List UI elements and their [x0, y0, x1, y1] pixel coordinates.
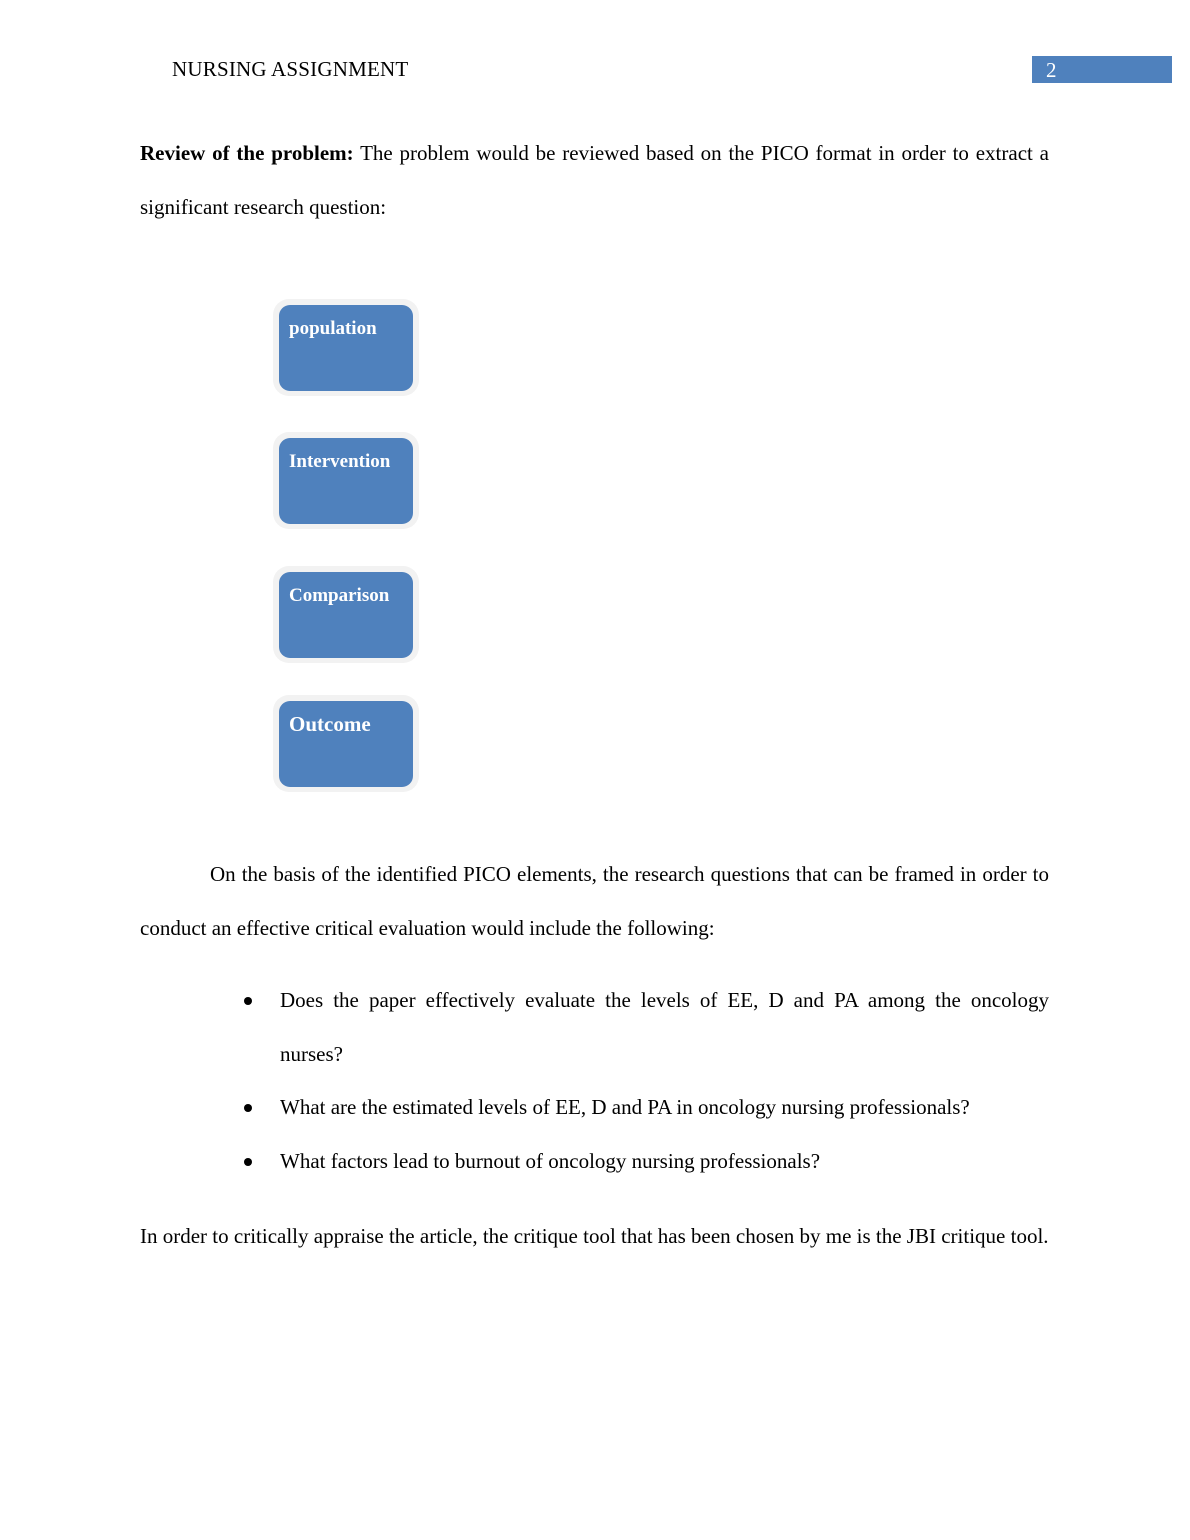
pico-comparison-label: Comparison — [279, 572, 413, 658]
list-item — [280, 974, 1049, 1081]
list-item — [280, 1081, 1049, 1135]
pico-population-box — [273, 299, 419, 396]
page-number: 2 — [1046, 58, 1057, 82]
pico-outcome-box — [273, 695, 419, 792]
bullet-icon — [244, 1104, 252, 1112]
header-title: NURSING ASSIGNMENT — [172, 57, 409, 81]
bullet-icon — [244, 997, 252, 1005]
pico-comparison-box — [273, 566, 419, 663]
bullet-icon — [244, 1158, 252, 1166]
closing-paragraph: In order to critically appraise the article, the critique tool that has been chosen by me is the JBI critique tool. — [140, 1224, 1049, 1248]
question-text: What are the estimated levels of EE, D and PA in oncology nursing professionals? — [280, 1095, 970, 1119]
research-questions-list — [280, 974, 1049, 1188]
pico-intervention-label: Intervention — [279, 438, 413, 524]
basis-paragraph — [140, 848, 1049, 955]
question-text: Does the paper effectively evaluate the levels of EE, D and PA among the oncology nurses? — [280, 988, 1049, 1066]
page-number-bar — [1032, 56, 1172, 83]
pico-outcome-label: Outcome — [279, 701, 413, 787]
intro-paragraph — [140, 127, 1049, 234]
basis-text: On the basis of the identified PICO elements, the research questions that can be framed in order to conduct an effective critical evaluation would include the following: — [140, 862, 1049, 940]
list-item — [280, 1135, 1049, 1189]
pico-population-label: population — [279, 305, 413, 391]
pico-intervention-box — [273, 432, 419, 529]
question-text: What factors lead to burnout of oncology nursing professionals? — [280, 1148, 821, 1173]
intro-text: The problem would be reviewed based on the PICO format in order to extract a significant research question: — [140, 141, 1049, 219]
intro-bold-lead: Review of the problem: — [140, 141, 354, 165]
